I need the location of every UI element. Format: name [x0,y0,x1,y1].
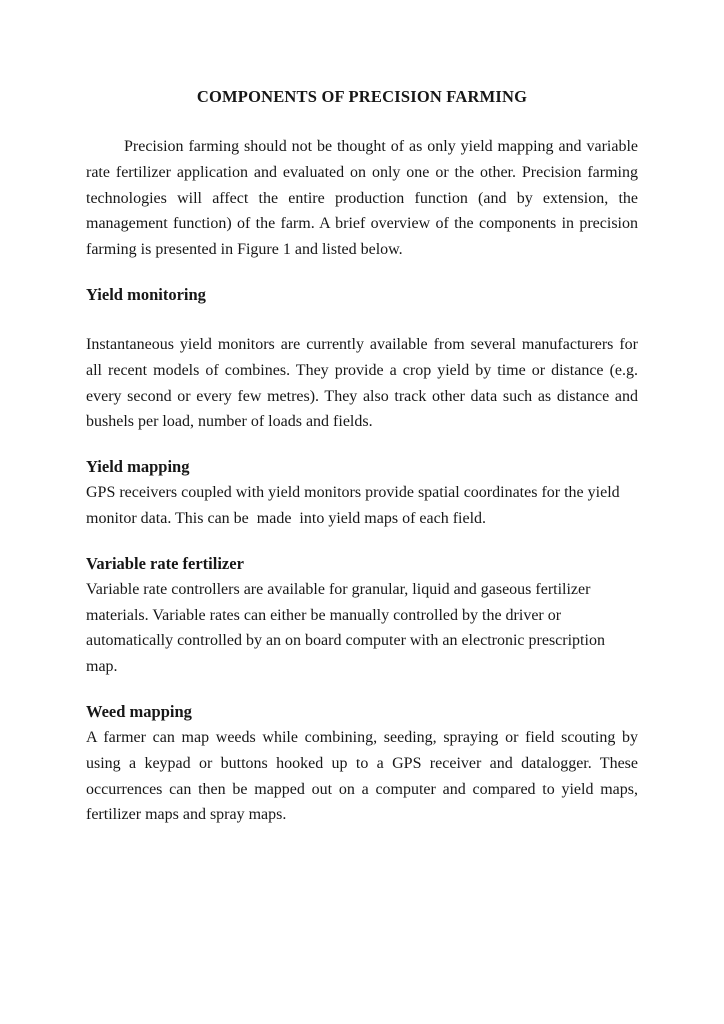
section-body-variable-rate-fertilizer: Variable rate controllers are available for granular, liquid and gaseous fertilizer materials. Variable rates can either be manually controlled by the driver or automatically controlled by an on board computer with an electronic prescription map. [86,580,605,676]
document-title: COMPONENTS OF PRECISION FARMING [196,87,528,106]
section-yield-mapping [86,454,638,532]
section-heading-weed-mapping: Weed mapping [86,701,192,721]
section-variable-rate-fertilizer [86,551,638,680]
section-body-weed-mapping: A farmer can map weeds while combining, seeding, spraying or field scouting by using a keypad or buttons hooked up to a GPS receiver and datalogger. These occurrences can then be mapped out on a computer and compared to yield maps, fertilizer maps and spray maps. [86,728,638,824]
section-body-yield-monitoring: Instantaneous yield monitors are currently available from several manufacturers for all recent models of combines. They provide a crop yield by time or distance (e.g. every second or every few metres). They also track other data such as distance and bushels per load, number of loads and fields. [86,335,638,431]
section-heading-variable-rate-fertilizer: Variable rate fertilizer [86,553,244,573]
section-yield-monitoring [86,282,638,435]
intro-paragraph: Precision farming should not be thought of as only yield mapping and variable rate fertilizer application and evaluated on only one or the other. Precision farming technologies will affect the entire production function (and by extension, the management function) of the farm. A brief overview of the components in precision farming is presented in Figure 1 and listed below. [86,138,638,259]
document-content [86,84,638,828]
section-heading-yield-mapping: Yield mapping [86,457,190,477]
section-weed-mapping [86,699,638,828]
section-body-yield-mapping: GPS receivers coupled with yield monitors provide spatial coordinates for the yield monitor data. This can be made into yield maps of each field. [86,484,624,527]
section-heading-yield-monitoring: Yield monitoring [86,284,206,304]
